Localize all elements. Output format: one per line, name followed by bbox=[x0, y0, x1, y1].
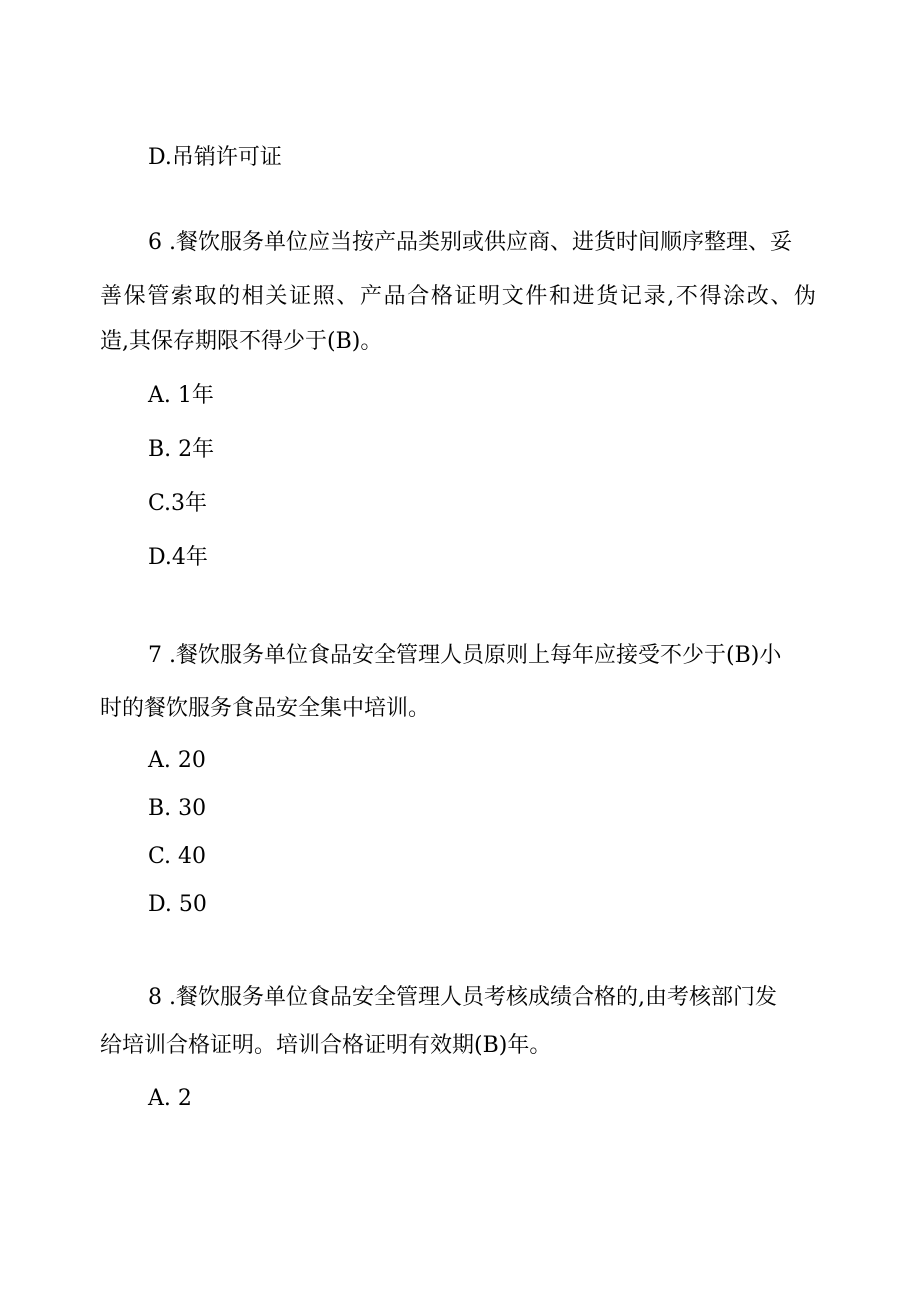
question-text: .餐饮服务单位食品安全管理人员考核成绩合格的,由考核部门发 bbox=[162, 985, 777, 1010]
option-d: D.4年 bbox=[148, 545, 208, 570]
option-c: C. 40 bbox=[148, 844, 207, 869]
question-7-line-2: 时的餐饮服务食品安全集中培训。 bbox=[100, 696, 431, 721]
option-b: B. 30 bbox=[148, 796, 207, 821]
option-a: A. 1年 bbox=[148, 383, 214, 408]
option-a: A. 20 bbox=[148, 748, 206, 773]
question-8-first-line bbox=[148, 983, 777, 1013]
question-number: 7 bbox=[148, 643, 162, 668]
question-6-first-line bbox=[148, 228, 792, 258]
question-text: .餐饮服务单位食品安全管理人员原则上每年应接受不少于(B)小 bbox=[162, 643, 782, 668]
question-text: .餐饮服务单位应当按产品类别或供应商、进货时间顺序整理、妥 bbox=[162, 230, 792, 255]
option-b: B. 2年 bbox=[148, 437, 215, 462]
option-c: C.3年 bbox=[148, 491, 208, 516]
question-6-line-3: 造,其保存期限不得少于(B)。 bbox=[100, 329, 383, 354]
option-a: A. 2 bbox=[148, 1086, 192, 1111]
question-number: 6 bbox=[148, 230, 162, 255]
question-7-first-line bbox=[148, 641, 781, 671]
question-8-line-2: 给培训合格证明。培训合格证明有效期(B)年。 bbox=[100, 1033, 552, 1058]
option-d: D.吊销许可证 bbox=[148, 145, 282, 170]
question-number: 8 bbox=[148, 985, 162, 1010]
option-d: D. 50 bbox=[148, 892, 207, 917]
question-6-line-2: 善保管索取的相关证照、产品合格证明文件和进货记录,不得涂改、伪 bbox=[100, 284, 816, 309]
